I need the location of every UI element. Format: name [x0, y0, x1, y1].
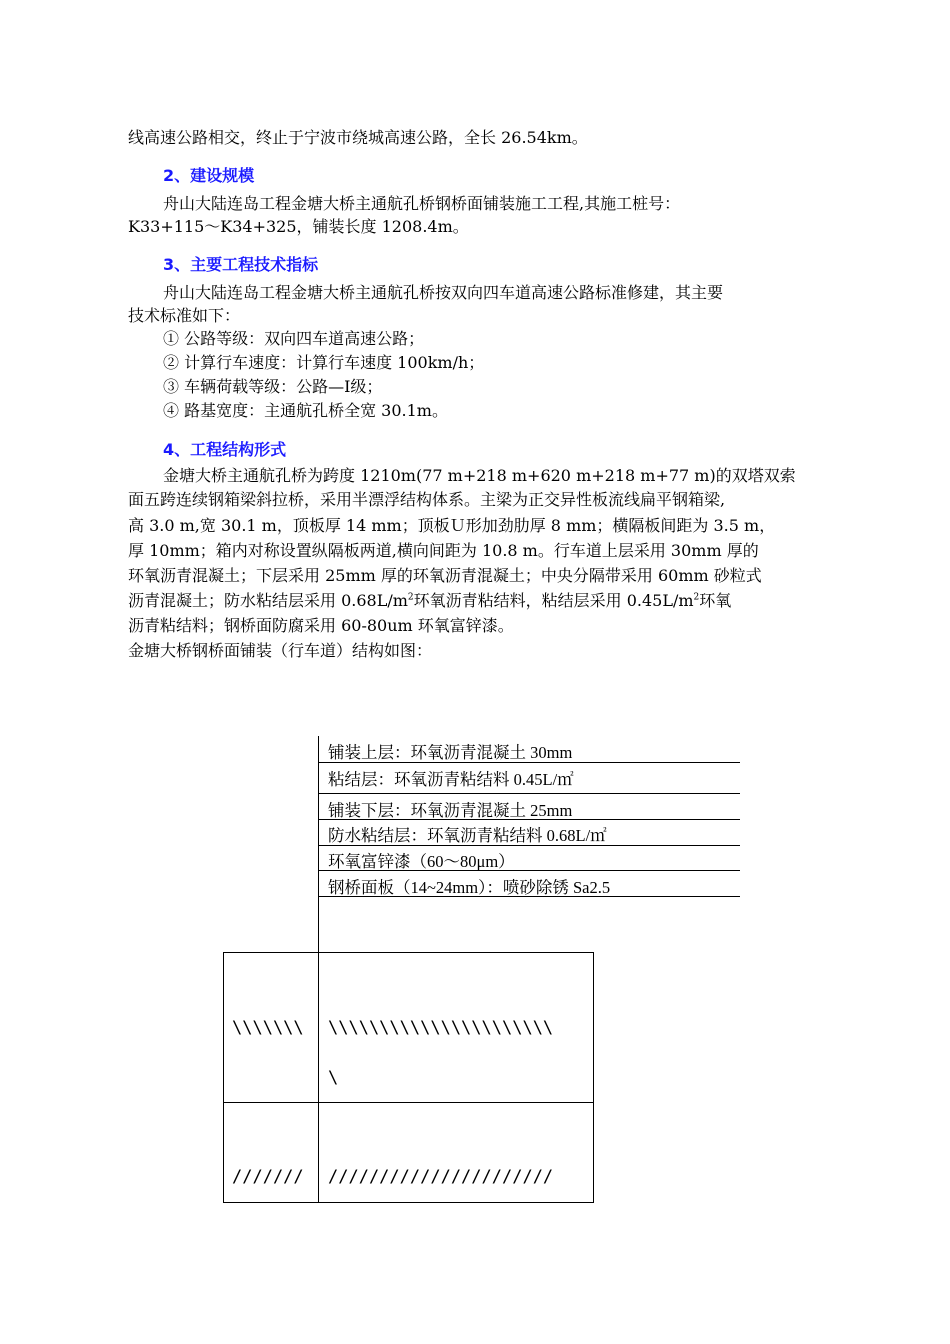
intro-paragraph-tail: 线高速公路相交，终止于宁波市绕城高速公路，全长 26.54km。: [128, 128, 588, 147]
box-divider-horizontal: [223, 1102, 593, 1103]
layer-divider: [318, 793, 740, 794]
hatch-back-right: \\\\\\\\\\\\\\\\\\\\\\: [328, 1018, 554, 1038]
section-2-line-1: 舟山大陆连岛工程金塘大桥主通航孔桥钢桥面铺装施工工程,其施工桩号：: [163, 194, 681, 213]
section-4-heading: 4、工程结构形式: [163, 440, 287, 459]
section-4-line: 厚 10mm；箱内对称设置纵隔板两道,横向间距为 10.8 m。行车道上层采用 30mm 厚的: [128, 541, 759, 560]
section-2-heading: 2、建设规模: [163, 166, 255, 185]
spec-item: ② 计算行车速度：计算行车速度 100km/h；: [163, 353, 485, 372]
hatch-forward-right: //////////////////////: [328, 1167, 554, 1187]
layer-label: 环氧富锌漆（60～80μm）: [328, 852, 515, 871]
diagram-vertical-line: [318, 736, 319, 952]
line-6-part-a: 沥青混凝土；防水粘结层采用 0.68L/m: [128, 591, 408, 610]
line-6-part-c: 环氧: [699, 591, 732, 610]
superscript: 2: [407, 592, 414, 603]
hatch-back-right-wrap: \: [328, 1068, 339, 1088]
spec-item: ④ 路基宽度：主通航孔桥全宽 30.1m。: [163, 401, 448, 420]
section-4-line: 环氧沥青混凝土；下层采用 25mm 厚的环氧沥青混凝土；中央分隔带采用 60mm 砂粒式: [128, 566, 762, 585]
section-4-line: 金塘大桥主通航孔桥为跨度 1210m(77 m+218 m+620 m+218 m+77 m)的双塔双索: [163, 466, 796, 485]
section-4-line-7: 沥青粘结料；钢桥面防腐采用 60-80um 环氧富锌漆。: [128, 616, 514, 635]
spec-item: ① 公路等级：双向四车道高速公路；: [163, 329, 425, 348]
section-4-line: 面五跨连续钢箱梁斜拉桥，采用半漂浮结构体系。主梁为正交异性板流线扁平钢箱梁,: [128, 490, 726, 509]
hatch-back-left: \\\\\\\: [232, 1018, 304, 1038]
layer-label: 铺装下层：环氧沥青混凝土 25mm: [328, 801, 573, 820]
section-4-line-8: 金塘大桥钢桥面铺装（行车道）结构如图：: [128, 641, 433, 660]
layer-label: 钢桥面板（14~24mm）：喷砂除锈 Sa2.5: [328, 878, 611, 897]
box-divider-vertical: [318, 952, 319, 1202]
layer-label: 粘结层：环氧沥青粘结料 0.45L/㎡: [328, 770, 574, 789]
layer-label: 铺装上层：环氧沥青混凝土 30mm: [328, 743, 573, 762]
section-4-line-6: [128, 590, 840, 613]
section-4-line: 高 3.0 m,宽 30.1 m，顶板厚 14 mm；顶板Ｕ形加劲肋厚 8 mm；横隔板间距为 3.5 m，: [128, 516, 776, 535]
steel-box-section: [223, 952, 594, 1203]
spec-item: ③ 车辆荷载等级：公路—Ⅰ级；: [163, 377, 383, 396]
superscript: 2: [693, 592, 700, 603]
section-3-heading: 3、主要工程技术指标: [163, 255, 319, 274]
section-2-line-2: K33+115～K34+325，铺装长度 1208.4m。: [128, 217, 469, 236]
hatch-forward-left: ///////: [232, 1167, 304, 1187]
layer-label: 防水粘结层：环氧沥青粘结料 0.68L/㎡: [328, 826, 607, 845]
section-3-line-1: 舟山大陆连岛工程金塘大桥主通航孔桥按双向四车道高速公路标准修建，其主要: [163, 283, 724, 302]
line-6-part-b: 环氧沥青粘结料，粘结层采用 0.45L/m: [413, 591, 694, 610]
section-3-line-2: 技术标准如下：: [128, 306, 241, 325]
